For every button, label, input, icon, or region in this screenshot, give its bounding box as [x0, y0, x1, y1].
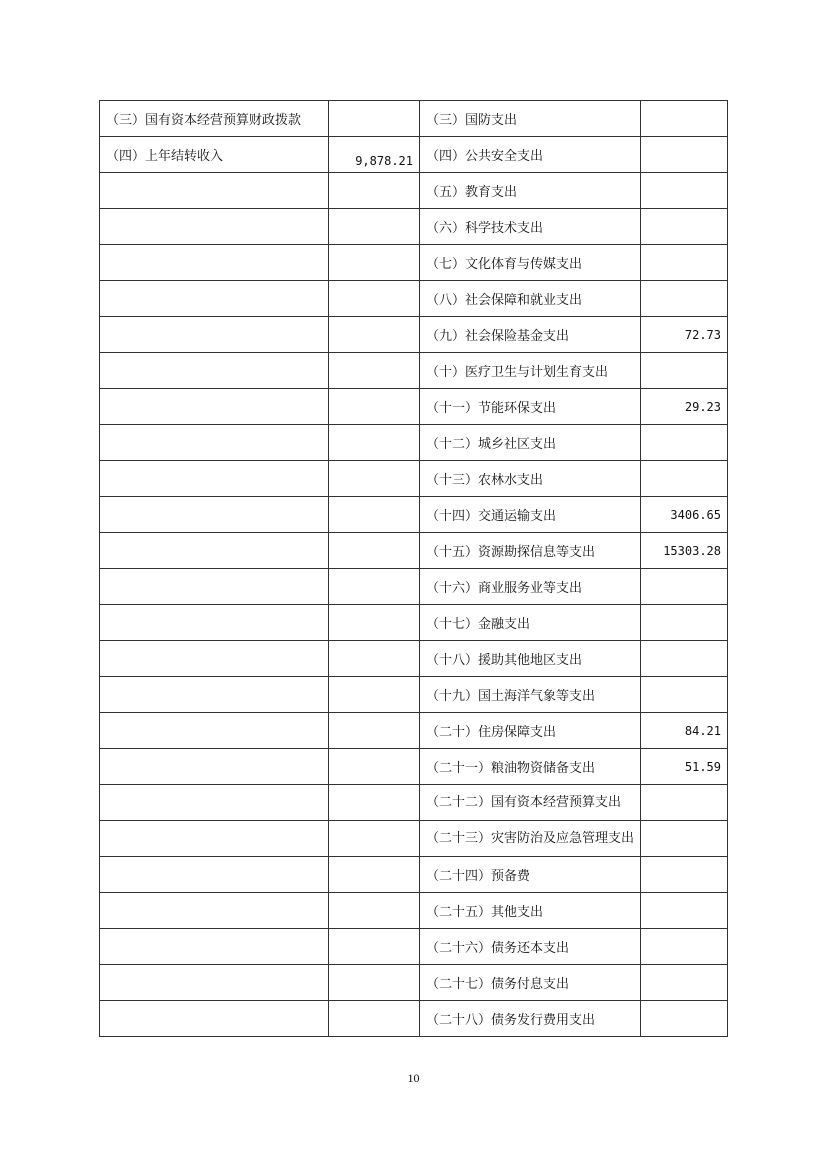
income-amount-cell [329, 1001, 420, 1037]
income-amount-cell [329, 893, 420, 929]
table-row [100, 857, 728, 893]
expense-item-cell: （二十六）债务还本支出 [420, 929, 641, 965]
expense-item-cell: （二十三）灾害防治及应急管理支出 [420, 821, 641, 857]
income-item-cell [100, 857, 329, 893]
expense-amount-cell [641, 677, 728, 713]
expense-amount-cell: 29.23 [641, 389, 728, 425]
expense-amount-cell [641, 641, 728, 677]
table-row [100, 749, 728, 785]
income-item-cell [100, 641, 329, 677]
income-amount-cell [329, 821, 420, 857]
income-amount-cell [329, 173, 420, 209]
table-body [100, 101, 728, 1037]
income-amount-cell [329, 641, 420, 677]
income-item-cell [100, 353, 329, 389]
expense-amount-cell [641, 245, 728, 281]
expense-amount-cell [641, 965, 728, 1001]
expense-item-cell: （十三）农林水支出 [420, 461, 641, 497]
table-row [100, 641, 728, 677]
income-amount-cell [329, 461, 420, 497]
table-row [100, 569, 728, 605]
expense-item-cell: （十）医疗卫生与计划生育支出 [420, 353, 641, 389]
expense-item-cell: （十一）节能环保支出 [420, 389, 641, 425]
income-amount-cell [329, 749, 420, 785]
income-item-cell [100, 929, 329, 965]
expense-amount-cell: 84.21 [641, 713, 728, 749]
income-amount-cell: 9,878.21 [329, 137, 420, 173]
table-row [100, 821, 728, 857]
expense-item-cell: （二十八）债务发行费用支出 [420, 1001, 641, 1037]
income-item-cell [100, 173, 329, 209]
expense-amount-cell [641, 605, 728, 641]
income-item-cell [100, 281, 329, 317]
income-item-cell [100, 713, 329, 749]
expense-amount-cell [641, 461, 728, 497]
table-row [100, 713, 728, 749]
table-row [100, 533, 728, 569]
income-item-cell: （四）上年结转收入 [100, 137, 329, 173]
income-amount-cell [329, 677, 420, 713]
table-row [100, 137, 728, 173]
expense-item-cell: （十七）金融支出 [420, 605, 641, 641]
expense-item-cell: （十二）城乡社区支出 [420, 425, 641, 461]
income-item-cell [100, 209, 329, 245]
table-row [100, 101, 728, 137]
income-amount-cell [329, 605, 420, 641]
income-item-cell [100, 569, 329, 605]
income-amount-cell [329, 245, 420, 281]
expense-amount-cell [641, 137, 728, 173]
table-row [100, 281, 728, 317]
expense-item-cell: （四）公共安全支出 [420, 137, 641, 173]
income-item-cell [100, 497, 329, 533]
table-row [100, 965, 728, 1001]
expense-item-cell: （七）文化体育与传媒支出 [420, 245, 641, 281]
income-item-cell: （三）国有资本经营预算财政拨款 [100, 101, 329, 137]
page-number: 10 [407, 1071, 420, 1085]
table-row [100, 1001, 728, 1037]
expense-amount-cell: 3406.65 [641, 497, 728, 533]
income-amount-cell [329, 533, 420, 569]
table-row [100, 353, 728, 389]
income-amount-cell [329, 209, 420, 245]
expense-item-cell: （二十四）预备费 [420, 857, 641, 893]
income-item-cell [100, 893, 329, 929]
expense-item-cell: （二十五）其他支出 [420, 893, 641, 929]
expense-item-cell: （二十二）国有资本经营预算支出 [420, 785, 641, 821]
income-amount-cell [329, 929, 420, 965]
expense-amount-cell [641, 101, 728, 137]
expense-amount-cell: 15303.28 [641, 533, 728, 569]
income-item-cell [100, 389, 329, 425]
expense-item-cell: （八）社会保障和就业支出 [420, 281, 641, 317]
table-row [100, 317, 728, 353]
expense-item-cell: （十六）商业服务业等支出 [420, 569, 641, 605]
income-amount-cell [329, 353, 420, 389]
income-amount-cell [329, 101, 420, 137]
income-item-cell [100, 317, 329, 353]
expense-amount-cell [641, 929, 728, 965]
expense-amount-cell [641, 785, 728, 821]
expense-amount-cell [641, 209, 728, 245]
income-amount-cell [329, 317, 420, 353]
income-amount-cell [329, 281, 420, 317]
expense-item-cell: （九）社会保险基金支出 [420, 317, 641, 353]
table-row [100, 785, 728, 821]
table-row [100, 893, 728, 929]
expense-amount-cell [641, 857, 728, 893]
expense-amount-cell [641, 1001, 728, 1037]
expense-amount-cell: 72.73 [641, 317, 728, 353]
table-row [100, 209, 728, 245]
budget-table [99, 100, 728, 1037]
expense-item-cell: （三）国防支出 [420, 101, 641, 137]
table-row [100, 389, 728, 425]
expense-item-cell: （十五）资源勘探信息等支出 [420, 533, 641, 569]
income-amount-cell [329, 389, 420, 425]
income-item-cell [100, 461, 329, 497]
expense-amount-cell [641, 893, 728, 929]
income-item-cell [100, 245, 329, 281]
expense-item-cell: （二十七）债务付息支出 [420, 965, 641, 1001]
expense-amount-cell [641, 353, 728, 389]
expense-item-cell: （二十一）粮油物资储备支出 [420, 749, 641, 785]
income-amount-cell [329, 857, 420, 893]
income-amount-cell [329, 569, 420, 605]
income-amount-cell [329, 785, 420, 821]
table-row [100, 677, 728, 713]
expense-item-cell: （十九）国土海洋气象等支出 [420, 677, 641, 713]
income-amount-cell [329, 713, 420, 749]
income-item-cell [100, 677, 329, 713]
expense-amount-cell [641, 569, 728, 605]
expense-amount-cell: 51.59 [641, 749, 728, 785]
income-amount-cell [329, 425, 420, 461]
expense-item-cell: （二十）住房保障支出 [420, 713, 641, 749]
income-amount-cell [329, 497, 420, 533]
income-item-cell [100, 749, 329, 785]
expense-amount-cell [641, 281, 728, 317]
expense-amount-cell [641, 173, 728, 209]
table-row [100, 425, 728, 461]
table-row [100, 605, 728, 641]
expense-item-cell: （六）科学技术支出 [420, 209, 641, 245]
income-item-cell [100, 821, 329, 857]
table-row [100, 461, 728, 497]
income-item-cell [100, 1001, 329, 1037]
expense-item-cell: （五）教育支出 [420, 173, 641, 209]
income-item-cell [100, 785, 329, 821]
expense-item-cell: （十四）交通运输支出 [420, 497, 641, 533]
income-item-cell [100, 533, 329, 569]
expense-amount-cell [641, 425, 728, 461]
table-row [100, 929, 728, 965]
expense-item-cell: （十八）援助其他地区支出 [420, 641, 641, 677]
income-item-cell [100, 965, 329, 1001]
table-row [100, 497, 728, 533]
expense-amount-cell [641, 821, 728, 857]
table-row [100, 245, 728, 281]
income-item-cell [100, 425, 329, 461]
table-row [100, 173, 728, 209]
income-amount-cell [329, 965, 420, 1001]
income-item-cell [100, 605, 329, 641]
